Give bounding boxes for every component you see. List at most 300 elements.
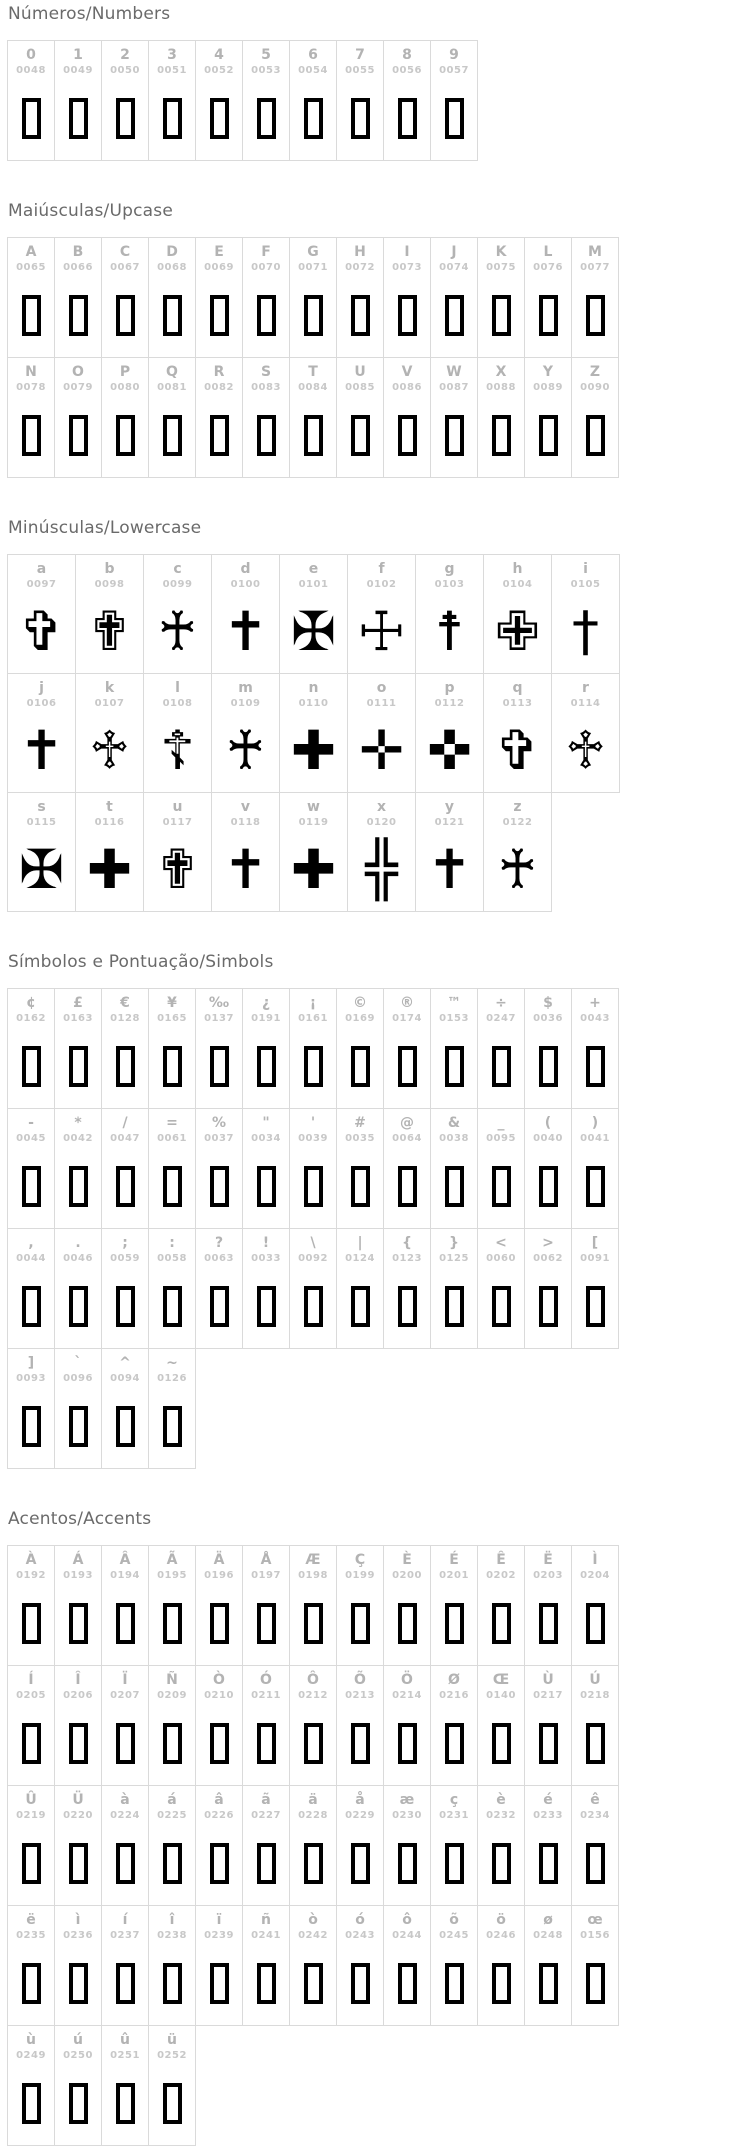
glyph-code-label: 0194: [110, 1570, 140, 1581]
glyph-char-label: Ï: [122, 1672, 128, 1688]
section-lowercase: [7, 518, 730, 912]
glyph-code-label: 0040: [533, 1133, 563, 1144]
glyph-preview-area: [243, 394, 289, 477]
glyph-cell: [243, 237, 290, 358]
missing-glyph-box: [445, 1286, 464, 1327]
glyph-code-label: 0041: [580, 1133, 610, 1144]
glyph-preview-area: [290, 1025, 336, 1108]
glyph-row: [7, 674, 620, 793]
glyph-code-label: 0218: [580, 1690, 610, 1701]
glyph-char-label: ô: [402, 1912, 412, 1928]
thorned-cross-plaque-icon: ✠: [290, 600, 337, 663]
glyph-preview-area: [525, 394, 571, 477]
glyph-cell: [337, 1666, 384, 1786]
glyph-preview-area: [55, 1702, 101, 1785]
glyph-code-label: 0121: [434, 817, 465, 828]
glyph-preview-area: [572, 1702, 618, 1785]
missing-glyph-box: [586, 1166, 605, 1207]
glyph-char-label: G: [307, 244, 319, 260]
glyph-cell: [212, 674, 280, 793]
solid-cross-with-heart-icon: ✚: [290, 719, 337, 782]
glyph-code-label: 0053: [251, 65, 281, 76]
glyph-preview-area: [243, 1822, 289, 1905]
section-symbols: [7, 952, 730, 1469]
glyph-preview-area: [384, 274, 430, 357]
glyph-cell: [478, 1545, 525, 1666]
glyph-char-label: 6: [308, 47, 318, 63]
glyph-char-label: ,: [28, 1235, 34, 1251]
glyph-code-label: 0237: [110, 1930, 140, 1941]
glyph-cell: [243, 1786, 290, 1906]
glyph-code-label: 0234: [580, 1810, 610, 1821]
cross-with-ribbon-base-icon: ♰: [225, 719, 266, 782]
glyph-cell: [102, 237, 149, 358]
arrow-tipped-cross-icon: ✝: [426, 838, 473, 901]
missing-glyph-box: [257, 1723, 276, 1764]
glyph-char-label: 4: [214, 47, 224, 63]
glyph-cell: [348, 793, 416, 912]
glyph-preview-area: [572, 394, 618, 477]
missing-glyph-box: [22, 295, 41, 336]
glyph-char-label: I: [404, 244, 410, 260]
glyph-code-label: 0046: [63, 1253, 93, 1264]
glyph-cell: [431, 1229, 478, 1349]
glyph-code-label: 0116: [94, 817, 125, 828]
glyph-preview-area: [525, 1582, 571, 1665]
missing-glyph-box: [116, 1843, 135, 1884]
glyph-char-label: î: [169, 1912, 175, 1928]
glyph-code-label: 0230: [392, 1810, 422, 1821]
glyph-char-label: X: [495, 364, 507, 380]
glyph-row: [7, 1666, 619, 1786]
glyph-code-label: 0055: [345, 65, 375, 76]
glyph-code-label: 0043: [580, 1013, 610, 1024]
glyph-preview-area: [196, 1822, 242, 1905]
missing-glyph-box: [351, 1843, 370, 1884]
glyph-char-label: }: [449, 1235, 459, 1251]
glyph-cell: [525, 1906, 572, 2026]
glyph-char-label: ®: [400, 995, 414, 1011]
glyph-preview-area: [478, 1145, 524, 1228]
glyph-cell: [102, 2026, 149, 2146]
glyph-code-label: 0197: [251, 1570, 281, 1581]
glyph-code-label: 0125: [439, 1253, 469, 1264]
glyph-preview-area: [525, 1145, 571, 1228]
glyph-cell: [149, 237, 196, 358]
glyph-char-label: ]: [27, 1355, 35, 1371]
glyph-char-label: y: [444, 799, 455, 815]
glyph-row: [7, 1229, 619, 1349]
glyph-char-label: T: [308, 364, 318, 380]
glyph-preview-area: [149, 1942, 195, 2025]
missing-glyph-box: [351, 1603, 370, 1644]
glyph-cell: [55, 1229, 102, 1349]
glyph-code-label: 0107: [94, 698, 125, 709]
glyph-table-upcase: [7, 237, 619, 478]
missing-glyph-box: [116, 2083, 135, 2124]
missing-glyph-box: [351, 295, 370, 336]
glyph-cell: [552, 554, 620, 674]
glyph-cell: [196, 358, 243, 478]
glyph-char-label: Û: [25, 1792, 37, 1808]
glyph-code-label: 0204: [580, 1570, 610, 1581]
glyph-char-label: x: [376, 799, 387, 815]
glyph-preview-area: [416, 829, 483, 911]
glyph-preview-area: [55, 77, 101, 160]
glyph-preview-area: [384, 1265, 430, 1348]
glyph-char-label: Ò: [213, 1672, 225, 1688]
three-crosses-on-calvary-hill-icon: ☦: [159, 719, 196, 782]
missing-glyph-box: [22, 1723, 41, 1764]
glyph-code-label: 0246: [486, 1930, 516, 1941]
glyph-preview-area: [8, 1822, 54, 1905]
missing-glyph-box: [351, 1963, 370, 2004]
glyph-cell: [243, 1229, 290, 1349]
glyph-preview-area: [8, 2062, 54, 2145]
missing-glyph-box: [210, 1963, 229, 2004]
glyph-char-label: å: [355, 1792, 365, 1808]
glyph-cell: [149, 1906, 196, 2026]
glyph-cell: [572, 1906, 619, 2026]
glyph-cell: [337, 1786, 384, 1906]
missing-glyph-box: [116, 295, 135, 336]
glyph-cell: [431, 988, 478, 1109]
missing-glyph-box: [257, 1046, 276, 1087]
glyph-preview-area: [478, 1942, 524, 2025]
glyph-char-label: 3: [167, 47, 177, 63]
missing-glyph-box: [210, 1166, 229, 1207]
glyph-char-label: Ó: [260, 1672, 272, 1688]
glyph-code-label: 0062: [533, 1253, 563, 1264]
stone-textured-cross-icon: ✟: [154, 838, 201, 901]
glyph-preview-area: [243, 1582, 289, 1665]
glyph-cell: [149, 1109, 196, 1229]
glyph-preview-area: [484, 591, 551, 673]
section-title-upcase: Maiúsculas/Upcase: [8, 201, 173, 221]
glyph-preview-area: [102, 274, 148, 357]
glyph-preview-area: [431, 77, 477, 160]
glyph-preview-area: [55, 1025, 101, 1108]
missing-glyph-box: [398, 1603, 417, 1644]
missing-glyph-box: [398, 415, 417, 456]
glyph-char-label: Ù: [542, 1672, 554, 1688]
missing-glyph-box: [445, 1843, 464, 1884]
glyph-char-label: R: [213, 364, 225, 380]
glyph-char-label: t: [106, 799, 113, 815]
glyph-cell: [7, 40, 55, 161]
glyph-cell: [196, 1109, 243, 1229]
glyph-code-label: 0249: [16, 2050, 46, 2061]
missing-glyph-box: [445, 1723, 464, 1764]
glyph-preview-area: [572, 1582, 618, 1665]
glyph-code-label: 0070: [251, 262, 281, 273]
glyph-cell: [55, 40, 102, 161]
glyph-code-label: 0087: [439, 382, 469, 393]
glyph-preview-area: [149, 1145, 195, 1228]
glyph-row: [7, 1109, 619, 1229]
glyph-preview-area: [337, 1145, 383, 1228]
glyph-char-label: Â: [119, 1552, 131, 1568]
glyph-code-label: 0128: [110, 1013, 140, 1024]
glyph-preview-area: [8, 77, 54, 160]
glyph-preview-area: [290, 1582, 336, 1665]
glyph-preview-area: [431, 1145, 477, 1228]
glyph-code-label: 0091: [580, 1253, 610, 1264]
glyph-char-label: ‰: [208, 995, 230, 1011]
glyph-preview-area: [55, 1265, 101, 1348]
missing-glyph-box: [163, 1406, 182, 1447]
glyph-preview-area: [55, 394, 101, 477]
missing-glyph-box: [257, 98, 276, 139]
glyph-char-label: v: [240, 799, 251, 815]
glyph-char-label: ñ: [261, 1912, 271, 1928]
rugged-draped-cross-icon: ♰: [157, 600, 198, 663]
glyph-char-label: s: [37, 799, 46, 815]
glyph-code-label: 0038: [439, 1133, 469, 1144]
glyph-cell: [348, 554, 416, 674]
glyph-char-label: Œ: [492, 1672, 510, 1688]
glyph-cell: [384, 237, 431, 358]
missing-glyph-box: [69, 1843, 88, 1884]
glyph-preview-area: [8, 274, 54, 357]
glyph-char-label: È: [402, 1552, 412, 1568]
glyph-cell: [337, 237, 384, 358]
glyph-cell: [55, 1349, 102, 1469]
glyph-char-label: û: [120, 2032, 130, 2048]
missing-glyph-box: [539, 1603, 558, 1644]
glyph-code-label: 0156: [580, 1930, 610, 1941]
glyph-cell: [55, 1786, 102, 1906]
glyph-preview-area: [144, 829, 211, 911]
glyph-code-label: 0220: [63, 1810, 93, 1821]
glyph-cell: [102, 1229, 149, 1349]
glyph-cell: [337, 988, 384, 1109]
glyph-code-label: 0110: [298, 698, 329, 709]
glyph-cell: [431, 358, 478, 478]
glyph-char-label: J: [451, 244, 457, 260]
glyph-code-label: 0126: [157, 1373, 187, 1384]
glyph-cell: [431, 1545, 478, 1666]
glyph-code-label: 0056: [392, 65, 422, 76]
glyph-char-label: ó: [355, 1912, 365, 1928]
glyph-cell: [290, 1109, 337, 1229]
glyph-cell: [478, 1229, 525, 1349]
glyph-cell: [76, 554, 144, 674]
glyph-code-label: 0140: [486, 1690, 516, 1701]
glyph-char-label: ": [262, 1115, 270, 1131]
glyph-code-label: 0210: [204, 1690, 234, 1701]
glyph-code-label: 0102: [366, 579, 397, 590]
glyph-cell: [484, 554, 552, 674]
glyph-preview-area: [149, 1265, 195, 1348]
missing-glyph-box: [210, 1046, 229, 1087]
glyph-preview-area: [149, 1385, 195, 1468]
glyph-char-label: C: [119, 244, 131, 260]
missing-glyph-box: [304, 98, 323, 139]
glyph-preview-area: [212, 710, 279, 792]
glyph-cell: [149, 2026, 196, 2146]
glyph-char-label: ¡: [309, 995, 317, 1011]
glyph-cell: [102, 1349, 149, 1469]
glyph-cell: [416, 554, 484, 674]
glyph-cell: [572, 988, 619, 1109]
wooden-crucifix-cross-icon: ✞: [18, 600, 65, 663]
missing-glyph-box: [210, 295, 229, 336]
glyph-preview-area: [243, 274, 289, 357]
glyph-code-label: 0037: [204, 1133, 234, 1144]
glyph-preview-area: [478, 274, 524, 357]
glyph-code-label: 0105: [570, 579, 601, 590]
missing-glyph-box: [163, 1723, 182, 1764]
double-line-cross-icon: ╬: [365, 838, 398, 901]
glyph-preview-area: [196, 1145, 242, 1228]
glyph-preview-area: [8, 710, 75, 792]
glyph-char-label: ^: [119, 1355, 131, 1371]
glyph-preview-area: [416, 710, 483, 792]
glyph-preview-area: [102, 394, 148, 477]
glyph-code-label: 0198: [298, 1570, 328, 1581]
glyph-code-label: 0042: [63, 1133, 93, 1144]
missing-glyph-box: [163, 415, 182, 456]
glyph-code-label: 0035: [345, 1133, 375, 1144]
glyph-cell: [7, 1229, 55, 1349]
glyph-char-label: ø: [543, 1912, 553, 1928]
cross-pattee-with-orb-icon: ✙: [494, 600, 541, 663]
glyph-code-label: 0076: [533, 262, 563, 273]
glyph-char-label: ~: [166, 1355, 178, 1371]
glyph-cell: [243, 988, 290, 1109]
glyph-cell: [384, 1545, 431, 1666]
glyph-cell: [525, 1545, 572, 1666]
glyph-preview-area: [337, 1582, 383, 1665]
glyph-char-label: Ã: [166, 1552, 178, 1568]
glyph-char-label: u: [172, 799, 183, 815]
glyph-code-label: 0061: [157, 1133, 187, 1144]
glyph-preview-area: [431, 1265, 477, 1348]
glyph-table-symbols: [7, 988, 619, 1469]
glyph-code-label: 0036: [533, 1013, 563, 1024]
glyph-char-label: é: [543, 1792, 553, 1808]
glyph-code-label: 0033: [251, 1253, 281, 1264]
glyph-preview-area: [196, 1942, 242, 2025]
glyph-preview-area: [572, 1822, 618, 1905]
glyph-code-label: 0058: [157, 1253, 187, 1264]
glyph-char-label: /: [122, 1115, 128, 1131]
glyph-char-label: 9: [449, 47, 459, 63]
section-title-symbols: Símbolos e Pontuação/Simbols: [8, 952, 274, 972]
glyph-preview-area: [149, 1822, 195, 1905]
glyph-cell: [144, 674, 212, 793]
glyph-code-label: 0241: [251, 1930, 281, 1941]
glyph-cell: [55, 237, 102, 358]
glyph-char-label: j: [39, 680, 44, 696]
glyph-code-label: 0236: [63, 1930, 93, 1941]
glyph-code-label: 0079: [63, 382, 93, 393]
missing-glyph-box: [116, 1603, 135, 1644]
glyph-cell: [431, 237, 478, 358]
glyph-char-label: *: [74, 1115, 82, 1131]
missing-glyph-box: [163, 1286, 182, 1327]
glyph-char-label: ò: [308, 1912, 318, 1928]
glyph-code-label: 0251: [110, 2050, 140, 2061]
glyph-cell: [149, 1666, 196, 1786]
glyph-cell: [431, 1109, 478, 1229]
glyph-cell: [384, 1229, 431, 1349]
glyph-code-label: 0248: [533, 1930, 563, 1941]
glyph-cell: [416, 793, 484, 912]
missing-glyph-box: [69, 1963, 88, 2004]
glyph-char-label: =: [166, 1115, 178, 1131]
dotted-celtic-cross-icon: ✜: [426, 719, 473, 782]
missing-glyph-box: [351, 1286, 370, 1327]
glyph-code-label: 0082: [204, 382, 234, 393]
glyph-code-label: 0191: [251, 1013, 281, 1024]
glyph-char-label: ä: [308, 1792, 318, 1808]
glyph-char-label: %: [211, 1115, 227, 1131]
glyph-char-label: Y: [542, 364, 554, 380]
glyph-char-label: w: [307, 799, 320, 815]
glyph-char-label: Ô: [307, 1672, 319, 1688]
glyph-cell: [7, 1349, 55, 1469]
missing-glyph-box: [492, 1723, 511, 1764]
glyph-code-label: 0226: [204, 1810, 234, 1821]
missing-glyph-box: [22, 2083, 41, 2124]
glyph-code-label: 0153: [439, 1013, 469, 1024]
glyph-cell: [7, 1786, 55, 1906]
glyph-char-label: í: [122, 1912, 128, 1928]
missing-glyph-box: [22, 1286, 41, 1327]
glyph-char-label: z: [513, 799, 522, 815]
glyph-preview-area: [478, 1822, 524, 1905]
missing-glyph-box: [69, 1166, 88, 1207]
glyph-cell: [384, 1786, 431, 1906]
glyph-preview-area: [484, 710, 551, 792]
glyph-char-label: F: [261, 244, 271, 260]
glyph-cell: [55, 1906, 102, 2026]
glyph-cell: [144, 554, 212, 674]
missing-glyph-box: [351, 1046, 370, 1087]
ruler-marked-cross-icon: †: [572, 600, 599, 663]
glyph-code-label: 0065: [16, 262, 46, 273]
glyph-preview-area: [337, 77, 383, 160]
glyph-code-label: 0088: [486, 382, 516, 393]
glyph-code-label: 0099: [162, 579, 193, 590]
missing-glyph-box: [445, 1603, 464, 1644]
missing-glyph-box: [116, 1723, 135, 1764]
glyph-preview-area: [290, 1145, 336, 1228]
glyph-char-label: >: [542, 1235, 554, 1251]
missing-glyph-box: [163, 98, 182, 139]
glyph-cell: [212, 554, 280, 674]
glyph-cell: [243, 1109, 290, 1229]
missing-glyph-box: [163, 1166, 182, 1207]
glyph-code-label: 0216: [439, 1690, 469, 1701]
missing-glyph-box: [445, 1046, 464, 1087]
celtic-cross-icon: ☨: [434, 600, 465, 663]
missing-glyph-box: [257, 1286, 276, 1327]
glyph-char-label: S: [260, 364, 272, 380]
glyph-preview-area: [572, 274, 618, 357]
glyph-cell: [7, 2026, 55, 2146]
glyph-preview-area: [431, 274, 477, 357]
glyph-code-label: 0192: [16, 1570, 46, 1581]
glyph-code-label: 0203: [533, 1570, 563, 1581]
glyph-char-label: Å: [260, 1552, 272, 1568]
missing-glyph-box: [163, 1046, 182, 1087]
missing-glyph-box: [210, 415, 229, 456]
glyph-preview-area: [478, 1025, 524, 1108]
glyph-char-label: 2: [120, 47, 130, 63]
